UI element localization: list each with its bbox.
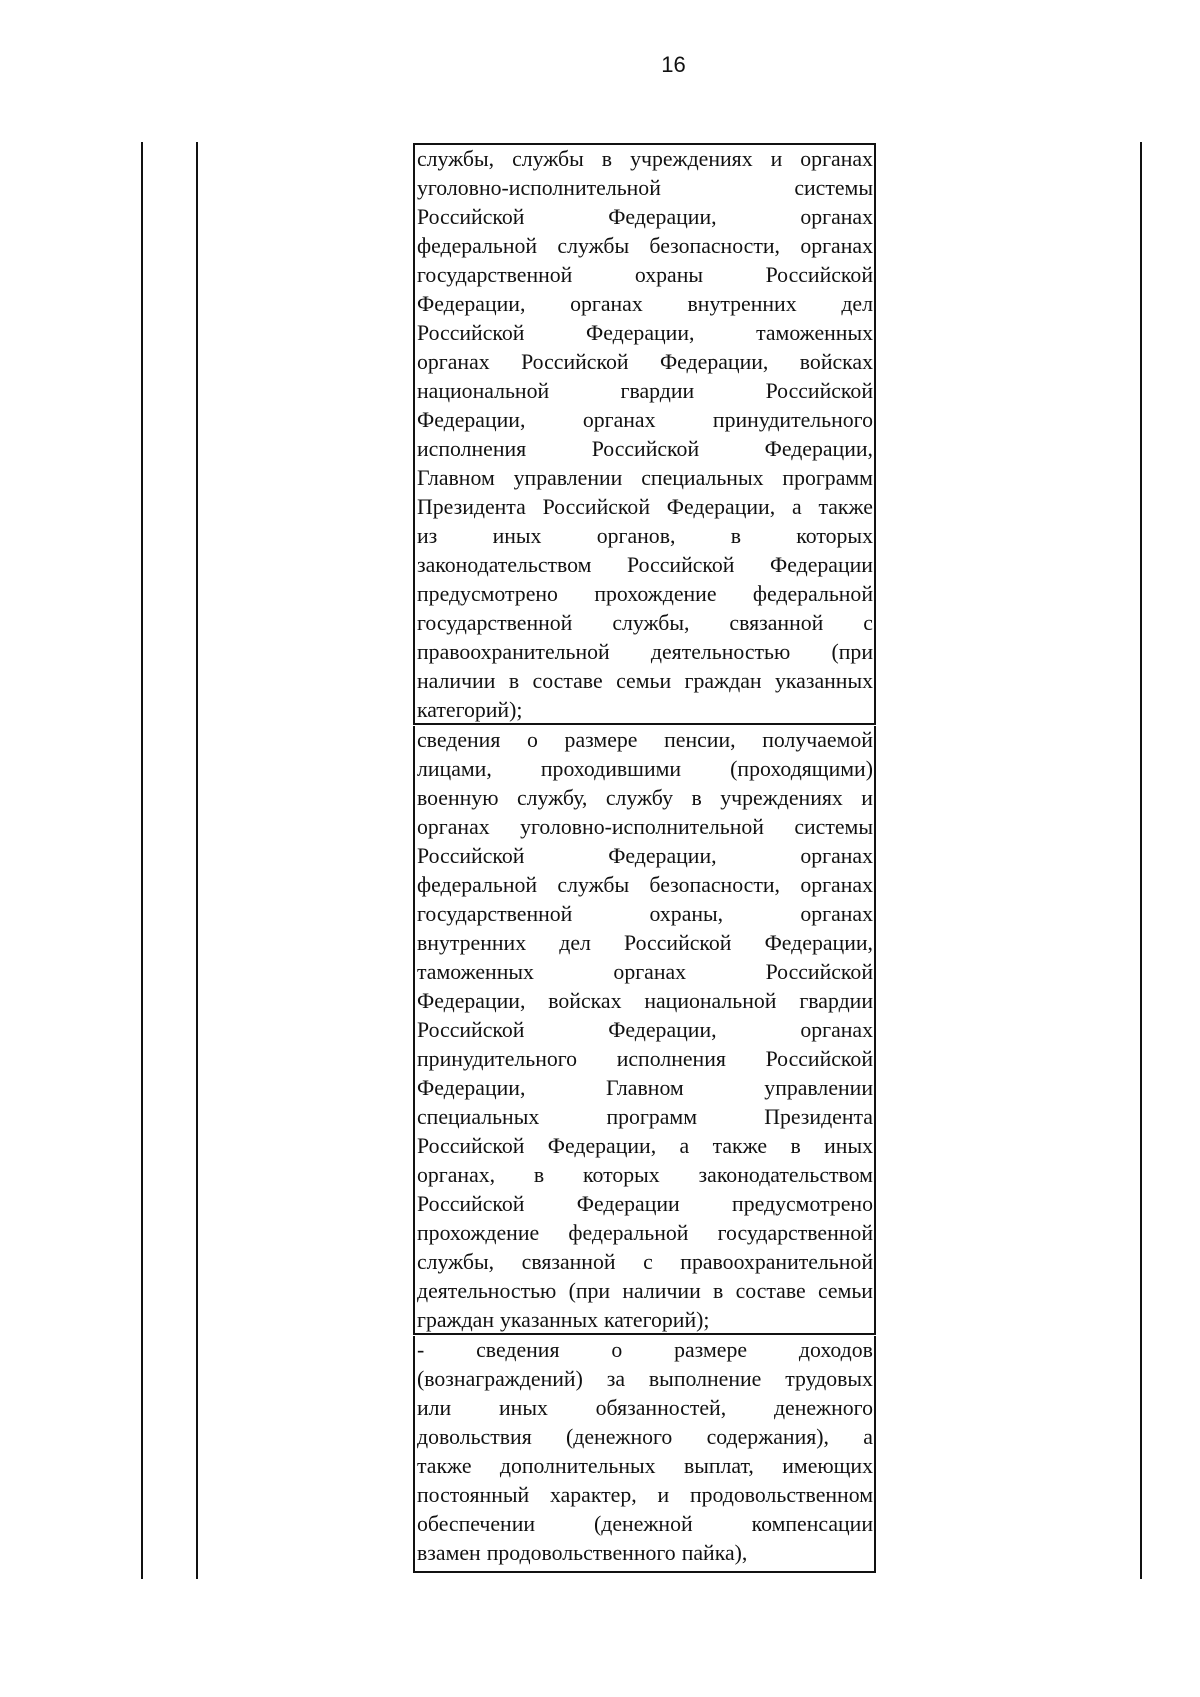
word: Российской	[765, 263, 873, 287]
word: в	[533, 1163, 545, 1187]
word: Российской	[417, 1192, 525, 1216]
word: уголовно-исполнительной	[417, 176, 661, 200]
word: органах,	[417, 1163, 496, 1187]
word: в	[730, 524, 742, 548]
word: с	[863, 611, 873, 635]
word: федеральной	[417, 873, 538, 897]
word: Российской	[765, 960, 873, 984]
word: правоохранительной	[417, 640, 610, 664]
word: и	[770, 147, 783, 171]
word: деятельностью	[650, 640, 791, 664]
word: лицами,	[417, 757, 492, 781]
word: (при	[831, 640, 873, 664]
word: Федерации,	[417, 1076, 526, 1100]
table-outer-left-border	[141, 142, 143, 1579]
word: характер,	[549, 1483, 637, 1507]
word: сведения	[476, 1338, 560, 1362]
word: семьи	[817, 1279, 873, 1303]
text-line	[415, 1336, 874, 1365]
text-line	[415, 696, 874, 725]
word: имеющих	[782, 1454, 873, 1478]
word: органах	[800, 205, 873, 229]
word: государственной	[717, 1221, 873, 1245]
word: службу,	[517, 786, 588, 810]
text-line	[415, 1074, 874, 1103]
text-line	[415, 958, 874, 987]
word: о	[527, 728, 538, 752]
word: выполнение	[648, 1367, 762, 1391]
word: иных	[824, 1134, 873, 1158]
word: постоянный	[417, 1483, 530, 1507]
word: иных	[499, 1396, 548, 1420]
text-line	[415, 319, 874, 348]
text-line	[415, 1132, 874, 1161]
text-line	[415, 929, 874, 958]
word: компенсации	[751, 1512, 873, 1536]
text-line	[415, 726, 874, 755]
word: безопасности,	[649, 873, 780, 897]
word: службу	[605, 786, 673, 810]
word: государственной	[417, 902, 573, 926]
word: внутренних	[417, 931, 527, 955]
word: Федерации,	[764, 437, 873, 461]
word: также	[712, 1134, 768, 1158]
word: органах	[800, 147, 873, 171]
word: законодательством	[698, 1163, 873, 1187]
word: обязанностей,	[595, 1396, 727, 1420]
word: гвардии	[620, 379, 695, 403]
text-line	[415, 232, 874, 261]
word: войсках	[548, 989, 622, 1013]
text-line	[415, 1161, 874, 1190]
word: государственной	[417, 263, 573, 287]
text-line	[415, 145, 874, 174]
word: взамен	[417, 1541, 481, 1565]
table-column-divider	[196, 142, 198, 1579]
word: войсках	[799, 350, 873, 374]
word: Российской	[417, 321, 525, 345]
word: таможенных	[417, 960, 534, 984]
text-line	[415, 755, 874, 784]
text-line	[415, 638, 874, 667]
text-line	[415, 377, 874, 406]
text-line	[415, 1248, 874, 1277]
word: специальных	[417, 1105, 540, 1129]
word: программ	[782, 466, 873, 490]
word: Главном	[417, 466, 495, 490]
word: с	[643, 1250, 653, 1274]
word: а	[863, 1425, 873, 1449]
word: Российской	[627, 553, 735, 577]
word: категорий);	[604, 1308, 710, 1332]
word: пенсии,	[664, 728, 736, 752]
word: системы	[794, 176, 873, 200]
text-line	[415, 464, 874, 493]
word: указанных	[775, 669, 873, 693]
word: в	[691, 786, 702, 810]
word: которых	[583, 1163, 660, 1187]
word: наличии	[622, 1279, 701, 1303]
word: (денежной	[594, 1512, 693, 1536]
text-line	[415, 1016, 874, 1045]
word: охраны,	[649, 902, 724, 926]
word: категорий);	[417, 698, 523, 722]
word: дополнительных	[499, 1454, 656, 1478]
word: учреждениях	[630, 147, 753, 171]
text-line	[415, 1452, 874, 1481]
word: (проходящими)	[730, 757, 873, 781]
text-line	[415, 1365, 874, 1394]
text-line	[415, 348, 874, 377]
word: органах	[582, 408, 656, 432]
word: содержания),	[706, 1425, 829, 1449]
text-line	[415, 174, 874, 203]
word: граждан	[684, 669, 762, 693]
word: Федерации,	[417, 989, 526, 1013]
word: предусмотрено	[417, 582, 558, 606]
word: внутренних	[687, 292, 797, 316]
word: из	[417, 524, 438, 548]
word: Федерации,	[608, 205, 717, 229]
word: Президента	[764, 1105, 873, 1129]
word: граждан	[417, 1308, 495, 1332]
word: Федерации,	[586, 321, 695, 345]
word: органах	[800, 234, 873, 258]
text-line	[415, 493, 874, 522]
text-line	[415, 900, 874, 929]
word: Российской	[417, 1134, 525, 1158]
text-line	[415, 1190, 874, 1219]
word: службы	[557, 873, 630, 897]
text-line	[415, 667, 874, 696]
word: Российской	[624, 931, 732, 955]
word: также	[818, 495, 873, 519]
word: (денежного	[566, 1425, 673, 1449]
word: иных	[492, 524, 542, 548]
word: Федерации,	[666, 495, 776, 519]
word: службы,	[612, 611, 690, 635]
word: наличии	[417, 669, 496, 693]
text-line	[415, 522, 874, 551]
text-line	[415, 435, 874, 464]
word: органов,	[596, 524, 676, 548]
word: правоохранительной	[680, 1250, 873, 1274]
word: Российской	[417, 205, 525, 229]
word: а	[791, 495, 802, 519]
word: обеспечении	[417, 1512, 536, 1536]
word: Российской	[591, 437, 700, 461]
word: и	[861, 786, 873, 810]
text-line	[415, 1481, 874, 1510]
table-outer-right-border	[1140, 142, 1142, 1579]
word: указанных	[500, 1308, 599, 1332]
word: в	[508, 669, 520, 693]
text-line	[415, 261, 874, 290]
table-cell-income-info	[413, 1336, 876, 1573]
word: Главном	[605, 1076, 684, 1100]
text-line	[415, 1510, 874, 1539]
word: органах	[800, 844, 873, 868]
word: прохождение	[594, 582, 717, 606]
text-line	[415, 784, 874, 813]
word: пайка),	[681, 1541, 748, 1565]
word: выплат,	[683, 1454, 754, 1478]
word: (при	[568, 1279, 611, 1303]
text-line	[415, 580, 874, 609]
text-line	[415, 987, 874, 1016]
text-line	[415, 1277, 874, 1306]
word: в	[713, 1279, 724, 1303]
word: Российской	[417, 1018, 525, 1042]
word: уголовно-исполнительной	[520, 815, 764, 839]
word: сведения	[417, 728, 501, 752]
text-line	[415, 290, 874, 319]
text-line	[415, 1423, 874, 1452]
word: федеральной	[568, 1221, 689, 1245]
word: Федерации	[770, 553, 873, 577]
text-line	[415, 842, 874, 871]
word: Федерации,	[659, 350, 769, 374]
table-cell-pension-info	[413, 726, 876, 1335]
word: Российской	[521, 350, 629, 374]
word: составе	[735, 1279, 806, 1303]
word: довольствия	[417, 1425, 532, 1449]
word: органах	[570, 292, 643, 316]
word: за	[606, 1367, 626, 1391]
word: и	[657, 1483, 670, 1507]
word: федеральной	[417, 234, 538, 258]
text-line	[415, 1219, 874, 1248]
word: охраны	[634, 263, 704, 287]
word: размере	[674, 1338, 748, 1362]
word: таможенных	[756, 321, 873, 345]
word: Федерации,	[417, 408, 526, 432]
text-line	[415, 609, 874, 638]
word: составе	[532, 669, 603, 693]
text-line	[415, 406, 874, 435]
word: органах	[613, 960, 687, 984]
text-line	[415, 871, 874, 900]
word: размере	[564, 728, 638, 752]
word: исполнения	[616, 1047, 726, 1071]
word: доходов	[798, 1338, 873, 1362]
word: государственной	[417, 611, 573, 635]
word: в	[790, 1134, 801, 1158]
word: Российской	[417, 844, 525, 868]
word: также	[417, 1454, 472, 1478]
word: службы,	[417, 147, 495, 171]
word: или	[417, 1396, 452, 1420]
word: органах	[800, 1018, 873, 1042]
word: управлении	[764, 1076, 873, 1100]
word: получаемой	[762, 728, 873, 752]
word: органах	[800, 902, 873, 926]
word: органах	[417, 350, 490, 374]
word: законодательством	[417, 553, 592, 577]
word: органах	[800, 873, 873, 897]
word: службы,	[417, 1250, 495, 1274]
table-cell-family-service	[413, 143, 876, 725]
word: а	[679, 1134, 690, 1158]
word: национальной	[644, 989, 777, 1013]
word: дел	[559, 931, 591, 955]
word: прохождение	[417, 1221, 540, 1245]
word: семьи	[616, 669, 672, 693]
word: федеральной	[752, 582, 873, 606]
word: трудовых	[785, 1367, 873, 1391]
word: военную	[417, 786, 499, 810]
text-line	[415, 1103, 874, 1132]
word: национальной	[417, 379, 550, 403]
word: Федерации,	[608, 844, 717, 868]
text-line	[415, 1045, 874, 1074]
word: Федерации,	[547, 1134, 657, 1158]
word: в	[601, 147, 613, 171]
word: (вознаграждений)	[417, 1367, 583, 1391]
word: Российской	[542, 495, 650, 519]
word: специальных	[641, 466, 764, 490]
word: продовольственного	[486, 1541, 676, 1565]
word: Федерации,	[608, 1018, 717, 1042]
word: -	[417, 1338, 425, 1362]
word: Российской	[765, 1047, 873, 1071]
word: которых	[796, 524, 873, 548]
text-line	[415, 203, 874, 232]
word: учреждениях	[720, 786, 843, 810]
word: связанной	[521, 1250, 616, 1274]
word: принудительного	[417, 1047, 578, 1071]
word: Президента	[417, 495, 526, 519]
word: о	[611, 1338, 623, 1362]
word: безопасности,	[649, 234, 780, 258]
word: дел	[841, 292, 873, 316]
text-line	[415, 551, 874, 580]
word: исполнения	[417, 437, 527, 461]
word: Российской	[765, 379, 873, 403]
text-line	[415, 813, 874, 842]
text-line	[415, 1306, 874, 1335]
word: гвардии	[799, 989, 873, 1013]
word: Федерации	[576, 1192, 680, 1216]
text-line	[415, 1539, 874, 1568]
word: службы	[557, 234, 630, 258]
word: органах	[417, 815, 490, 839]
word: проходившими	[540, 757, 682, 781]
text-line	[415, 1394, 874, 1423]
word: программ	[606, 1105, 698, 1129]
word: управлении	[513, 466, 623, 490]
word: службы	[512, 147, 584, 171]
word: Федерации,	[417, 292, 526, 316]
word: системы	[794, 815, 873, 839]
word: принудительного	[712, 408, 873, 432]
word: денежного	[773, 1396, 873, 1420]
word: связанной	[729, 611, 824, 635]
word: предусмотрено	[732, 1192, 873, 1216]
word: Федерации,	[764, 931, 873, 955]
word: деятельностью	[417, 1279, 557, 1303]
word: продовольственном	[689, 1483, 873, 1507]
page-number: 16	[661, 52, 686, 77]
